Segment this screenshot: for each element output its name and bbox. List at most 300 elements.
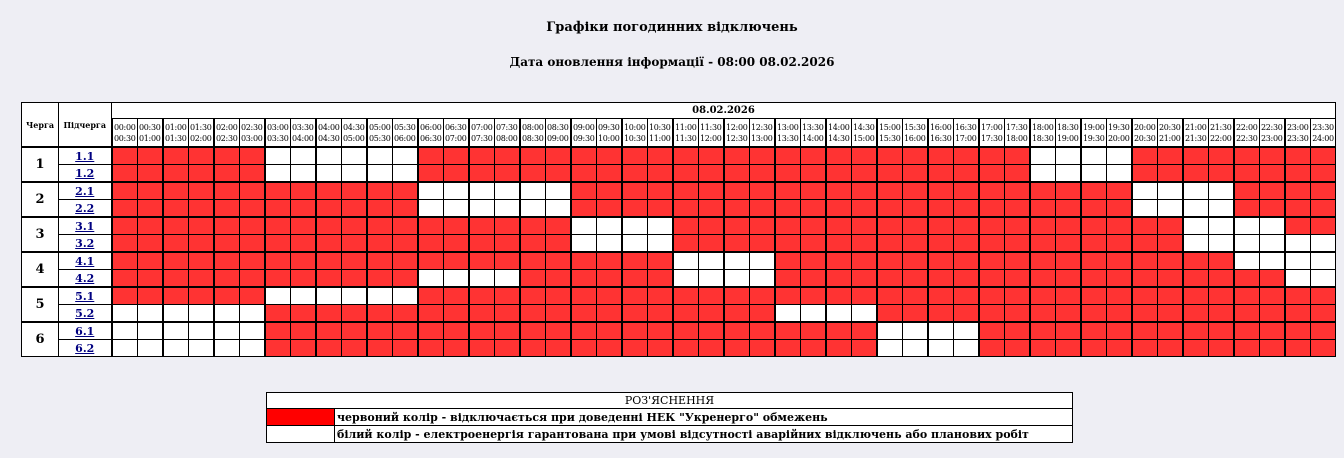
- power-cell: [469, 200, 495, 218]
- time-slot-header: 05:00 05:30: [367, 119, 393, 148]
- power-cell: [1311, 252, 1336, 270]
- outage-cell: [673, 200, 699, 218]
- outage-cell: [1030, 217, 1056, 235]
- outage-cell: [240, 235, 265, 253]
- outage-cell: [673, 165, 699, 183]
- outage-cell: [163, 217, 189, 235]
- outage-cell: [826, 322, 852, 340]
- outage-cell: [444, 217, 469, 235]
- outage-cell: [240, 165, 265, 183]
- outage-cell: [1107, 270, 1132, 288]
- outage-cell: [648, 305, 673, 323]
- outage-cell: [724, 217, 750, 235]
- outage-cell: [928, 165, 954, 183]
- outage-cell: [1209, 270, 1234, 288]
- queue-number: 1: [22, 147, 59, 182]
- power-cell: [189, 322, 214, 340]
- outage-cell: [112, 147, 138, 165]
- power-cell: [367, 287, 393, 305]
- outage-cell: [1030, 235, 1056, 253]
- time-slot-header: 01:00 01:30: [163, 119, 189, 148]
- time-slot-header: 16:30 17:00: [954, 119, 979, 148]
- outage-cell: [1311, 165, 1336, 183]
- outage-cell: [1056, 340, 1081, 357]
- outage-cell: [546, 305, 571, 323]
- subqueue-header: Підчерга: [59, 103, 112, 148]
- outage-cell: [928, 147, 954, 165]
- outage-cell: [291, 340, 316, 357]
- power-cell: [214, 322, 240, 340]
- outage-cell: [954, 287, 979, 305]
- outage-cell: [801, 200, 826, 218]
- power-cell: [240, 305, 265, 323]
- schedule-container: [21, 102, 1336, 357]
- outage-cell: [597, 322, 622, 340]
- subqueue-cell: [59, 182, 112, 200]
- outage-cell: [138, 217, 163, 235]
- outage-cell: [342, 340, 367, 357]
- outage-cell: [750, 340, 775, 357]
- power-cell: [189, 340, 214, 357]
- time-slot-header: 09:00 09:30: [571, 119, 597, 148]
- time-slot-header: 18:00 18:30: [1030, 119, 1056, 148]
- outage-cell: [163, 235, 189, 253]
- outage-cell: [1030, 322, 1056, 340]
- outage-cell: [240, 252, 265, 270]
- outage-cell: [1081, 200, 1107, 218]
- power-cell: [291, 165, 316, 183]
- subqueue-link[interactable]: 1.2: [75, 166, 95, 180]
- outage-cell: [928, 252, 954, 270]
- outage-cell: [903, 182, 928, 200]
- time-slot-header: 04:30 05:00: [342, 119, 367, 148]
- outage-cell: [724, 182, 750, 200]
- power-cell: [342, 147, 367, 165]
- outage-cell: [801, 322, 826, 340]
- power-cell: [444, 182, 469, 200]
- outage-cell: [393, 340, 418, 357]
- outage-cell: [775, 217, 801, 235]
- outage-cell: [163, 270, 189, 288]
- time-slot-header: 08:30 09:00: [546, 119, 571, 148]
- power-cell: [775, 305, 801, 323]
- outage-cell: [750, 165, 775, 183]
- outage-cell: [1030, 287, 1056, 305]
- outage-cell: [418, 252, 444, 270]
- subqueue-link[interactable]: 3.2: [75, 236, 95, 250]
- outage-cell: [291, 252, 316, 270]
- outage-cell: [138, 147, 163, 165]
- outage-cell: [622, 287, 648, 305]
- outage-cell: [699, 165, 724, 183]
- time-slot-header: 15:30 16:00: [903, 119, 928, 148]
- outage-cell: [1056, 235, 1081, 253]
- outage-cell: [265, 322, 291, 340]
- outage-cell: [495, 305, 520, 323]
- outage-cell: [495, 235, 520, 253]
- outage-cell: [724, 165, 750, 183]
- outage-cell: [291, 235, 316, 253]
- power-cell: [469, 270, 495, 288]
- outage-cell: [265, 182, 291, 200]
- outage-cell: [648, 147, 673, 165]
- outage-cell: [750, 287, 775, 305]
- outage-cell: [520, 165, 546, 183]
- power-cell: [342, 165, 367, 183]
- legend-row-white: [267, 426, 1073, 443]
- power-cell: [112, 305, 138, 323]
- outage-cell: [546, 252, 571, 270]
- power-cell: [1234, 252, 1260, 270]
- power-cell: [240, 322, 265, 340]
- outage-cell: [852, 147, 877, 165]
- outage-cell: [367, 200, 393, 218]
- outage-cell: [1005, 340, 1030, 357]
- outage-cell: [801, 252, 826, 270]
- outage-cell: [1005, 147, 1030, 165]
- time-slot-header: 15:00 15:30: [877, 119, 903, 148]
- power-cell: [1056, 165, 1081, 183]
- outage-cell: [112, 270, 138, 288]
- outage-cell: [1081, 322, 1107, 340]
- outage-cell: [852, 200, 877, 218]
- outage-cell: [852, 287, 877, 305]
- time-slot-header: 16:00 16:30: [928, 119, 954, 148]
- page-title: Графіки погодинних відключень: [546, 20, 798, 35]
- outage-cell: [138, 235, 163, 253]
- subqueue-link[interactable]: 2.1: [75, 184, 95, 198]
- outage-cell: [852, 252, 877, 270]
- outage-cell: [903, 217, 928, 235]
- outage-cell: [214, 252, 240, 270]
- outage-cell: [418, 165, 444, 183]
- outage-cell: [138, 182, 163, 200]
- subqueue-link[interactable]: 6.1: [75, 324, 95, 338]
- outage-cell: [673, 217, 699, 235]
- outage-cell: [163, 200, 189, 218]
- outage-cell: [495, 322, 520, 340]
- outage-cell: [520, 252, 546, 270]
- outage-cell: [1132, 287, 1158, 305]
- power-cell: [928, 340, 954, 357]
- schedule-date: 08.02.2026: [112, 103, 1336, 119]
- outage-cell: [1081, 252, 1107, 270]
- power-cell: [1209, 235, 1234, 253]
- outage-cell: [903, 200, 928, 218]
- outage-cell: [112, 235, 138, 253]
- outage-cell: [699, 287, 724, 305]
- outage-cell: [699, 217, 724, 235]
- outage-cell: [1158, 165, 1183, 183]
- subqueue-row: [22, 270, 1336, 288]
- time-slot-header: 04:00 04:30: [316, 119, 342, 148]
- outage-cell: [954, 235, 979, 253]
- time-slot-header: 23:00 23:30: [1285, 119, 1311, 148]
- outage-cell: [1285, 200, 1311, 218]
- power-cell: [928, 322, 954, 340]
- outage-cell: [444, 305, 469, 323]
- outage-cell: [495, 165, 520, 183]
- power-cell: [724, 252, 750, 270]
- outage-cell: [1285, 340, 1311, 357]
- outage-cell: [214, 217, 240, 235]
- outage-cell: [393, 322, 418, 340]
- time-slot-header: 13:30 14:00: [801, 119, 826, 148]
- outage-cell: [1030, 200, 1056, 218]
- outage-cell: [826, 235, 852, 253]
- time-slot-header: 19:00 19:30: [1081, 119, 1107, 148]
- subqueue-row: [22, 182, 1336, 200]
- outage-cell: [240, 147, 265, 165]
- outage-cell: [291, 200, 316, 218]
- legend-title: РОЗ'ЯСНЕННЯ: [267, 393, 1073, 409]
- outage-cell: [138, 287, 163, 305]
- outage-cell: [1132, 217, 1158, 235]
- outage-cell: [1209, 340, 1234, 357]
- outage-cell: [265, 252, 291, 270]
- power-cell: [546, 182, 571, 200]
- outage-cell: [1158, 340, 1183, 357]
- power-cell: [1285, 252, 1311, 270]
- outage-cell: [112, 217, 138, 235]
- outage-cell: [1056, 252, 1081, 270]
- outage-cell: [750, 147, 775, 165]
- outage-cell: [1030, 182, 1056, 200]
- outage-cell: [189, 217, 214, 235]
- outage-cell: [1260, 200, 1285, 218]
- outage-cell: [265, 340, 291, 357]
- power-cell: [1030, 165, 1056, 183]
- outage-cell: [418, 235, 444, 253]
- outage-cell: [571, 165, 597, 183]
- outage-cell: [1107, 305, 1132, 323]
- outage-cell: [1234, 147, 1260, 165]
- subqueue-link[interactable]: 4.2: [75, 271, 95, 285]
- power-cell: [291, 147, 316, 165]
- outage-cell: [979, 305, 1005, 323]
- subqueue-link[interactable]: 5.1: [75, 289, 95, 303]
- outage-cell: [316, 322, 342, 340]
- power-cell: [367, 165, 393, 183]
- power-cell: [1081, 165, 1107, 183]
- outage-cell: [546, 322, 571, 340]
- outage-cell: [189, 165, 214, 183]
- outage-cell: [1132, 305, 1158, 323]
- outage-cell: [1158, 287, 1183, 305]
- outage-cell: [367, 270, 393, 288]
- outage-cell: [1132, 235, 1158, 253]
- outage-cell: [418, 147, 444, 165]
- outage-cell: [852, 322, 877, 340]
- outage-cell: [877, 270, 903, 288]
- outage-cell: [1056, 322, 1081, 340]
- power-cell: [673, 252, 699, 270]
- subqueue-link[interactable]: 3.1: [75, 219, 95, 233]
- power-cell: [597, 235, 622, 253]
- outage-cell: [291, 270, 316, 288]
- outage-cell: [1183, 252, 1209, 270]
- outage-cell: [189, 147, 214, 165]
- outage-cell: [291, 217, 316, 235]
- time-slot-header: 07:30 08:00: [495, 119, 520, 148]
- power-cell: [163, 340, 189, 357]
- outage-cell: [1285, 287, 1311, 305]
- outage-cell: [1005, 165, 1030, 183]
- outage-cell: [1056, 305, 1081, 323]
- outage-cell: [1005, 287, 1030, 305]
- time-slot-header: 12:00 12:30: [724, 119, 750, 148]
- outage-cell: [520, 322, 546, 340]
- outage-cell: [852, 182, 877, 200]
- outage-cell: [546, 340, 571, 357]
- outage-cell: [699, 200, 724, 218]
- outage-cell: [316, 340, 342, 357]
- outage-cell: [444, 322, 469, 340]
- subqueue-cell: [59, 305, 112, 323]
- outage-cell: [1260, 322, 1285, 340]
- outage-cell: [928, 270, 954, 288]
- outage-cell: [367, 182, 393, 200]
- power-cell: [1285, 235, 1311, 253]
- red-swatch: [267, 409, 335, 426]
- outage-cell: [571, 305, 597, 323]
- outage-cell: [1311, 322, 1336, 340]
- outage-cell: [138, 252, 163, 270]
- outage-cell: [1311, 305, 1336, 323]
- outage-cell: [240, 270, 265, 288]
- outage-cell: [189, 252, 214, 270]
- outage-cell: [852, 165, 877, 183]
- outage-cell: [699, 182, 724, 200]
- outage-cell: [724, 340, 750, 357]
- outage-cell: [597, 340, 622, 357]
- outage-cell: [801, 287, 826, 305]
- outage-cell: [1260, 147, 1285, 165]
- power-cell: [1234, 217, 1260, 235]
- outage-cell: [520, 270, 546, 288]
- outage-cell: [1285, 182, 1311, 200]
- outage-cell: [418, 217, 444, 235]
- power-cell: [1107, 147, 1132, 165]
- outage-cell: [979, 200, 1005, 218]
- subqueue-row: [22, 217, 1336, 235]
- subqueue-row: [22, 305, 1336, 323]
- subqueue-row: [22, 287, 1336, 305]
- outage-cell: [622, 182, 648, 200]
- power-cell: [648, 217, 673, 235]
- outage-cell: [877, 182, 903, 200]
- outage-cell: [1081, 182, 1107, 200]
- power-cell: [520, 200, 546, 218]
- power-cell: [1158, 182, 1183, 200]
- outage-cell: [214, 182, 240, 200]
- outage-cell: [240, 182, 265, 200]
- queue-number: 2: [22, 182, 59, 217]
- power-cell: [265, 147, 291, 165]
- power-cell: [316, 165, 342, 183]
- outage-cell: [367, 322, 393, 340]
- outage-cell: [469, 305, 495, 323]
- power-cell: [138, 322, 163, 340]
- outage-cell: [903, 270, 928, 288]
- outage-cell: [1311, 147, 1336, 165]
- time-slot-header: 11:00 11:30: [673, 119, 699, 148]
- outage-cell: [1260, 270, 1285, 288]
- power-cell: [1260, 217, 1285, 235]
- outage-cell: [979, 340, 1005, 357]
- time-slots-row: [22, 119, 1336, 148]
- outage-cell: [954, 252, 979, 270]
- power-cell: [1107, 165, 1132, 183]
- outage-cell: [367, 235, 393, 253]
- time-slot-header: 21:30 22:00: [1209, 119, 1234, 148]
- outage-cell: [597, 147, 622, 165]
- outage-cell: [1081, 305, 1107, 323]
- outage-cell: [877, 147, 903, 165]
- outage-cell: [648, 165, 673, 183]
- power-cell: [954, 322, 979, 340]
- time-slot-header: 03:30 04:00: [291, 119, 316, 148]
- power-cell: [1183, 200, 1209, 218]
- outage-cell: [495, 287, 520, 305]
- power-cell: [1209, 182, 1234, 200]
- outage-cell: [469, 252, 495, 270]
- outage-cell: [1056, 287, 1081, 305]
- outage-cell: [418, 287, 444, 305]
- outage-cell: [1107, 340, 1132, 357]
- power-cell: [495, 270, 520, 288]
- time-slot-header: 22:30 23:00: [1260, 119, 1285, 148]
- outage-cell: [495, 252, 520, 270]
- outage-cell: [214, 235, 240, 253]
- subqueue-link[interactable]: 1.1: [75, 149, 95, 163]
- outage-cell: [393, 200, 418, 218]
- outage-cell: [1311, 217, 1336, 235]
- time-slot-header: 05:30 06:00: [393, 119, 418, 148]
- outage-cell: [469, 322, 495, 340]
- queue-number: 6: [22, 322, 59, 357]
- update-date-subtitle: Дата оновлення інформації - 08:00 08.02.2026: [509, 55, 835, 69]
- outage-cell: [520, 340, 546, 357]
- power-cell: [138, 305, 163, 323]
- outage-cell: [979, 270, 1005, 288]
- power-cell: [1311, 270, 1336, 288]
- outage-cell: [1132, 165, 1158, 183]
- power-cell: [214, 305, 240, 323]
- power-cell: [1183, 182, 1209, 200]
- outage-cell: [342, 322, 367, 340]
- outage-cell: [852, 235, 877, 253]
- legend-container: [266, 392, 1073, 443]
- time-slot-header: 12:30 13:00: [750, 119, 775, 148]
- legend-red-text: червоний колір - відключається при доведенні НЕК "Укренерго" обмежень: [335, 409, 1073, 426]
- time-slot-header: 20:00 20:30: [1132, 119, 1158, 148]
- outage-cell: [648, 340, 673, 357]
- outage-cell: [546, 165, 571, 183]
- outage-cell: [112, 287, 138, 305]
- outage-cell: [954, 182, 979, 200]
- subqueue-link[interactable]: 4.1: [75, 254, 95, 268]
- outage-cell: [622, 270, 648, 288]
- time-slot-header: 10:30 11:00: [648, 119, 673, 148]
- power-cell: [571, 217, 597, 235]
- subqueue-link[interactable]: 6.2: [75, 341, 95, 355]
- outage-cell: [699, 322, 724, 340]
- subqueue-link[interactable]: 2.2: [75, 201, 95, 215]
- outage-cell: [444, 287, 469, 305]
- outage-cell: [775, 147, 801, 165]
- subqueue-link[interactable]: 5.2: [75, 306, 95, 320]
